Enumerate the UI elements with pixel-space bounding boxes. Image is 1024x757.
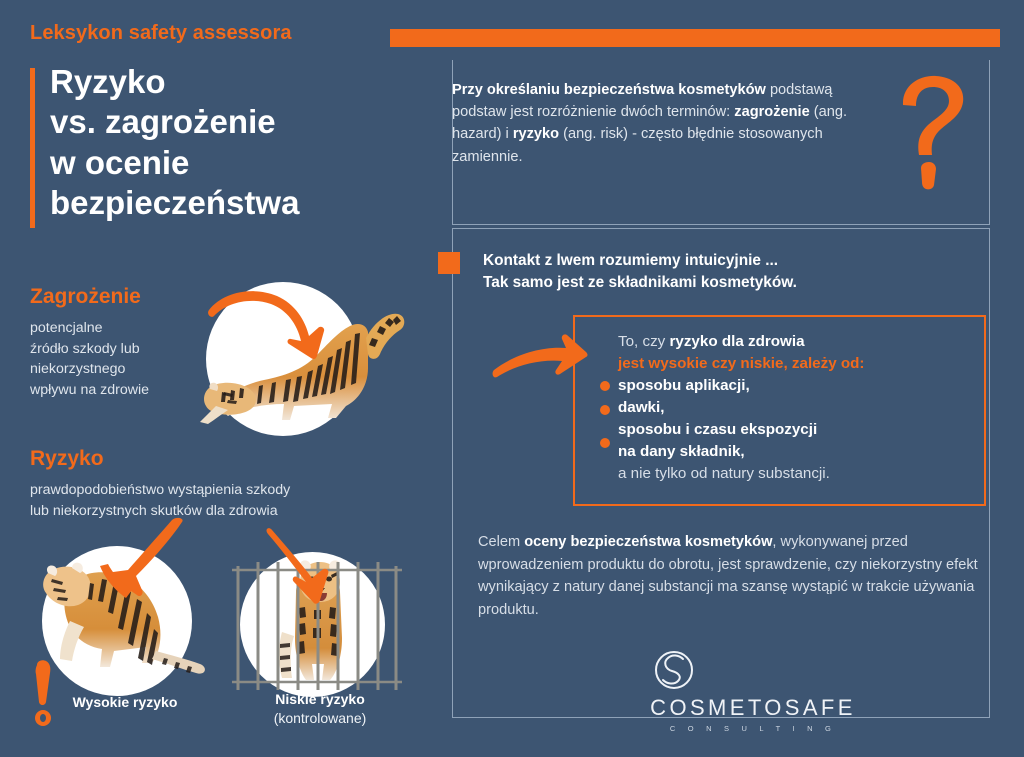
bullet-point-2	[600, 405, 610, 415]
bullet-point-1	[600, 381, 610, 391]
risk-factors-line-1	[618, 331, 988, 353]
kontakt-line-1: Kontakt z lwem rozumiemy intuicyjnie ...	[483, 252, 779, 269]
title-accent-bar	[30, 68, 35, 228]
risk-factor-item-4: na dany składnik,	[618, 443, 745, 461]
kontakt-heading	[483, 250, 953, 295]
definition-hazard-line-4: wpływu na zdrowie	[30, 381, 150, 398]
intro-rest-2: (ang. hazard) i	[452, 104, 848, 143]
closing-part-1: Celem	[478, 534, 525, 550]
definition-hazard-line-2: źródło szkody lub	[30, 340, 140, 357]
arrow-down-right-icon	[205, 288, 325, 363]
definition-risk-line-1: prawdopodobieństwo wystąpienia szkody	[30, 482, 291, 498]
risk-factor-item-1: sposobu aplikacji,	[618, 377, 750, 395]
risk-factors-tail: a nie tylko od natury substancji.	[618, 465, 830, 483]
page-title-line-3: w ocenie	[50, 143, 190, 181]
intro-lead: Przy określaniu bezpieczeństwa kosmetyków	[452, 82, 766, 98]
definition-heading-hazard: Zagrożenie	[30, 285, 141, 308]
page-title-line-2: vs. zagrożenie	[50, 103, 276, 141]
intro-paragraph	[452, 79, 852, 168]
intro-term-1: zagrożenie	[734, 104, 810, 121]
bullet-point-3	[600, 438, 610, 448]
kontakt-line-2: Tak samo jest ze składnikami kosmetyków.	[483, 274, 797, 292]
caption-low-risk	[240, 690, 400, 728]
caption-high-risk	[30, 693, 220, 712]
page-title-line-4: bezpieczeństwa	[50, 183, 300, 221]
page-title-line-1: Ryzyko	[50, 63, 166, 100]
intro-term-2: ryzyko	[512, 126, 560, 143]
caption-high-risk-main: Wysokie ryzyko	[72, 694, 178, 710]
definition-body-risk	[30, 480, 390, 521]
arrow-down-left-icon	[90, 520, 190, 615]
definition-hazard-line-3: niekorzystnego	[30, 361, 126, 378]
intro-rest-1: podstawą podstaw jest rozróżnienie dwóch terminów:	[452, 82, 833, 121]
risk-factors-line-1-bold: ryzyko dla zdrowia	[669, 333, 805, 350]
definition-heading-risk: Ryzyko	[30, 447, 104, 470]
closing-paragraph	[478, 531, 990, 621]
risk-factor-item-2: dawki,	[618, 399, 665, 417]
risk-factors-line-2: jest wysokie czy niskie, zależy od:	[618, 355, 865, 373]
question-mark-icon	[895, 72, 969, 190]
definition-hazard-line-1: potencjalne	[30, 320, 103, 336]
company-logo	[648, 648, 858, 733]
definition-risk-line-2: lub niekorzystnych skutków dla zdrowia	[30, 502, 278, 519]
arrow-down-icon	[262, 528, 342, 608]
caption-low-risk-main: Niskie ryzyko	[275, 691, 365, 707]
risk-factors-text	[618, 331, 988, 485]
header-accent-bar	[390, 29, 1000, 47]
risk-factor-item-3: sposobu i czasu ekspozycji	[618, 421, 818, 439]
logo-subtitle: C O N S U L T I N G	[669, 724, 837, 733]
intro-rest-3: (ang. risk) - często błędnie stosowanych zamiennie.	[452, 126, 823, 165]
risk-factors-line-1-plain: To, czy	[618, 333, 670, 350]
caption-low-risk-sub: (kontrolowane)	[273, 709, 367, 726]
closing-bold: oceny bezpieczeństwa kosmetyków	[524, 534, 773, 550]
logo-wordmark: COSMETOSAFE	[650, 695, 856, 720]
arrow-right-icon	[492, 328, 588, 392]
page-title	[50, 62, 430, 223]
kicker-label: Leksykon safety assessora	[30, 22, 292, 44]
section-marker-square	[438, 252, 460, 274]
closing-part-2: , wykonywanej przed wprowadzeniem produktu do obrotu, jest sprawdzenie, czy niekorzystny efekt wynikający z natury danej substancji ma szansę wystąpić w trakcie używania produktu.	[478, 534, 978, 618]
cs-monogram-icon	[648, 648, 858, 694]
